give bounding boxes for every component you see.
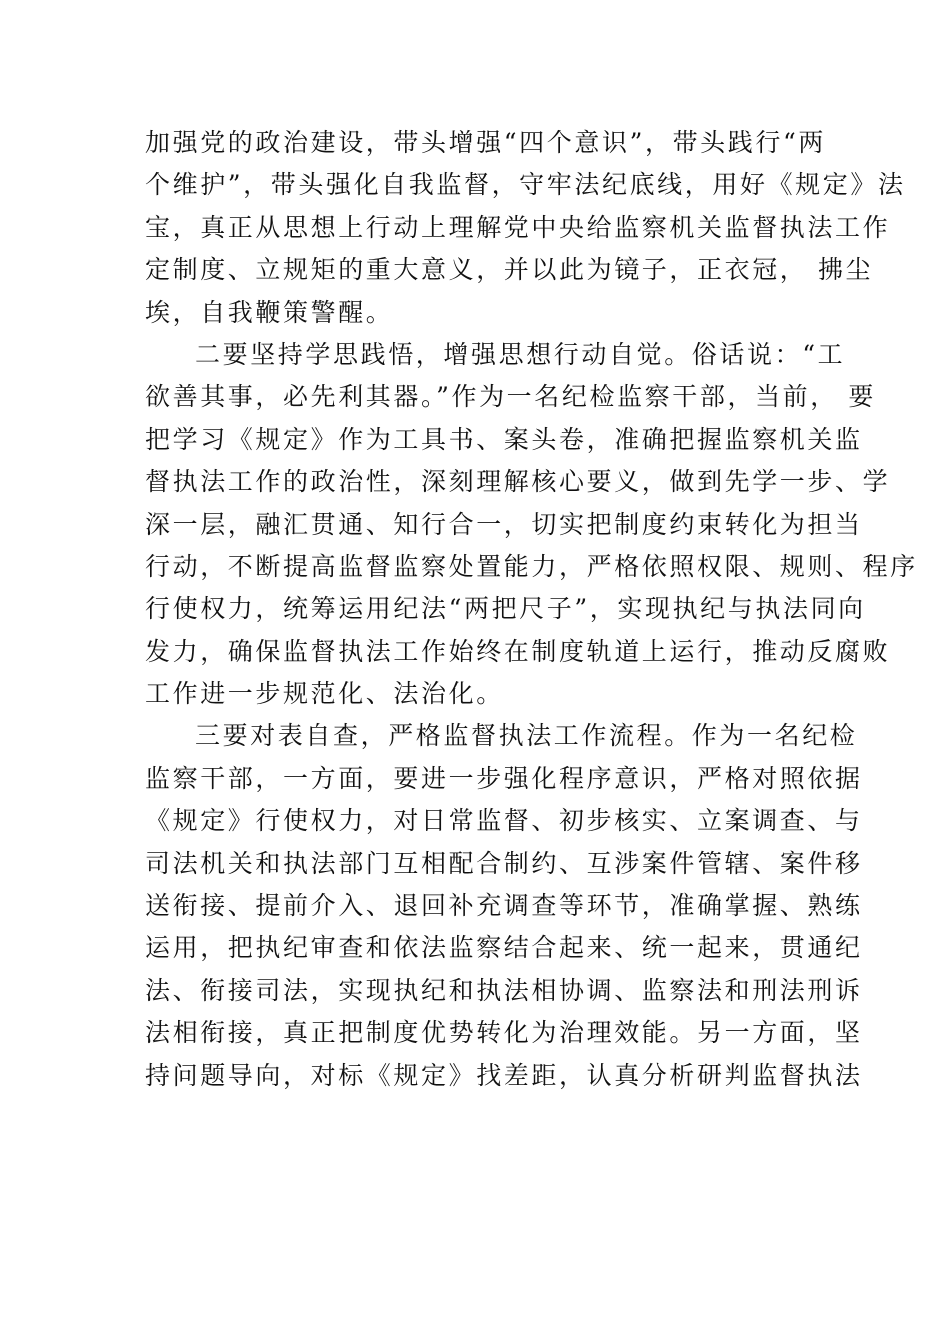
text-line: 运用，把执纪审查和依法监察结合起来、统一起来，贯通纪	[145, 933, 863, 963]
paragraph	[145, 334, 918, 716]
text-line: 监察干部，一方面，要进一步强化程序意识，严格对照依据	[145, 763, 863, 793]
paragraph	[145, 715, 863, 1097]
text-line: 深一层，融汇贯通、知行合一，切实把制度约束转化为担当	[145, 509, 863, 539]
text-line: 送衔接、提前介入、退回补充调查等环节，准确掌握、熟练	[145, 891, 863, 921]
text-line: 三要对表自查，严格监督执法工作流程。作为一名纪检	[195, 721, 858, 751]
paragraph	[145, 122, 906, 334]
text-line: 欲善其事，必先利其器。”作为一名纪检监察干部，当前， 要	[145, 382, 877, 412]
document-page	[145, 122, 918, 1097]
text-line: 行使权力，统筹运用纪法“两把尺子”，实现执纪与执法同向	[145, 594, 866, 624]
text-line: 加强党的政治建设，带头增强“四个意识”，带头践行“两	[145, 128, 826, 157]
text-line: 督执法工作的政治性，深刻理解核心要义，做到先学一步、学	[145, 467, 891, 497]
text-line: 《规定》行使权力，对日常监督、初步核实、立案调查、与	[145, 806, 863, 836]
text-line: 个维护”，带头强化自我监督，守牢法纪底线，用好《规定》法	[145, 170, 906, 200]
text-line: 埃，自我鞭策警醒。	[145, 297, 394, 327]
text-line: 行动，不断提高监督监察处置能力，严格依照权限、规则、程序	[145, 551, 918, 581]
text-line: 司法机关和执法部门互相配合制约、互涉案件管辖、案件移	[145, 848, 863, 878]
text-line: 把学习《规定》作为工具书、案头卷，准确把握监察机关监	[145, 424, 863, 454]
text-line: 二要坚持学思践悟，增强思想行动自觉。俗话说：“工	[195, 339, 846, 369]
text-line: 宝，真正从思想上行动上理解党中央给监察机关监督执法工作	[145, 212, 891, 242]
text-line: 发力，确保监督执法工作始终在制度轨道上运行，推动反腐败	[145, 636, 891, 666]
text-line: 法、衔接司法，实现执纪和执法相协调、监察法和刑法刑诉	[145, 975, 863, 1005]
text-line: 法相衔接，真正把制度优势转化为治理效能。另一方面，坚	[145, 1018, 863, 1048]
text-line: 工作进一步规范化、法治化。	[145, 679, 504, 709]
text-line: 定制度、立规矩的重大意义，并以此为镜子，正衣冠， 拂尘	[145, 255, 874, 285]
text-line: 持问题导向，对标《规定》找差距，认真分析研判监督执法	[145, 1060, 863, 1090]
